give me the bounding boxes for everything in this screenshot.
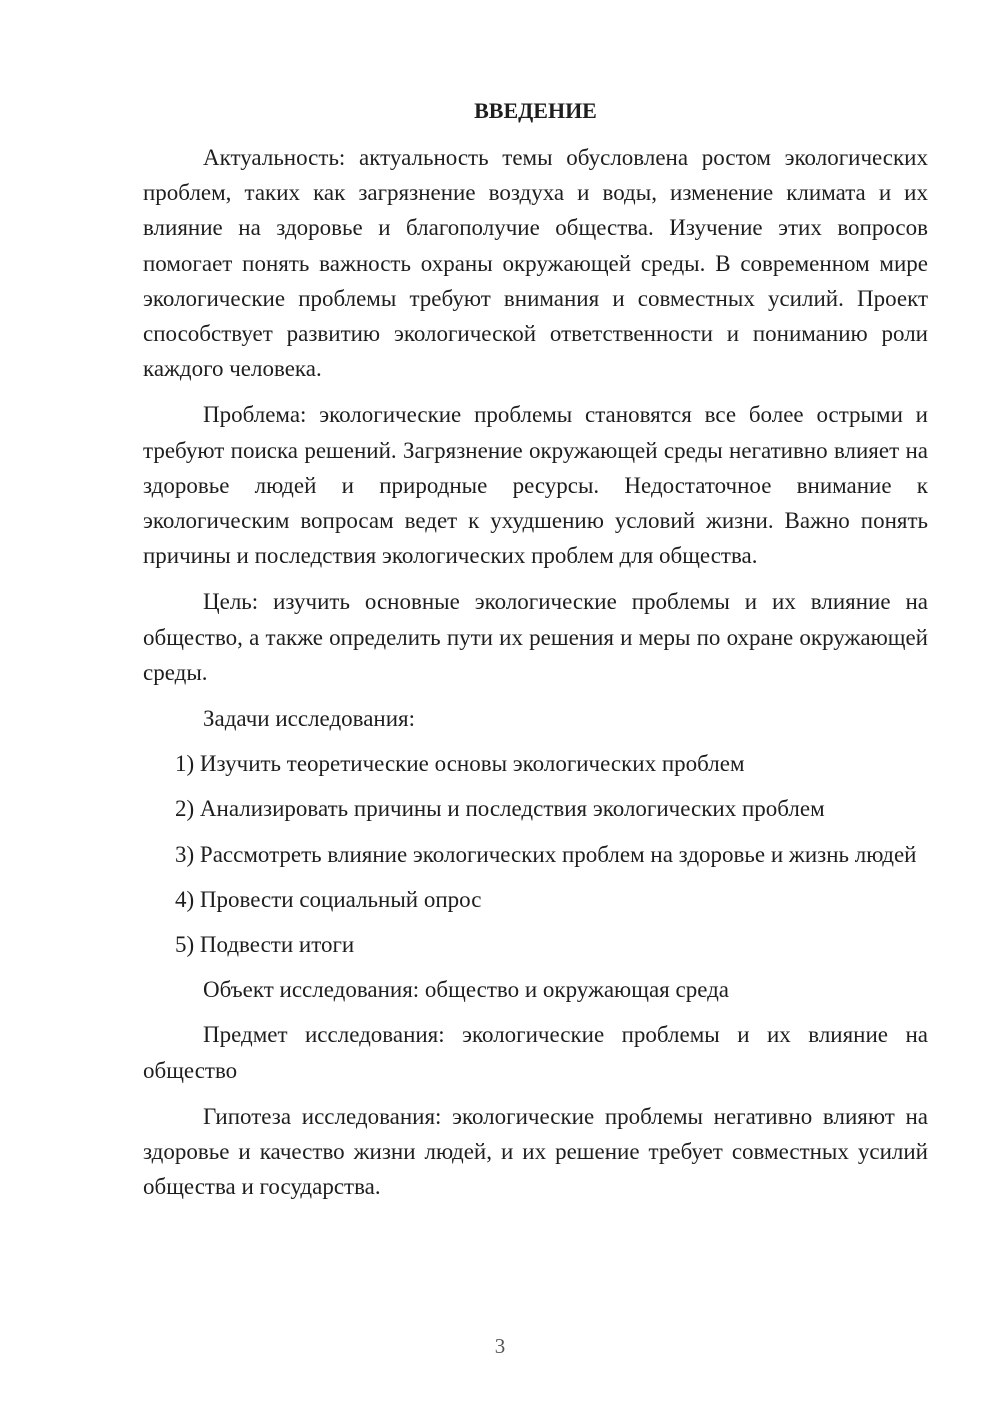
paragraph-hypothesis: Гипотеза исследования: экологические проблемы негативно влияют на здоровье и качество жизни людей, и их решение требует совместных усилий общества и государства.: [143, 1103, 928, 1200]
paragraph-problem: Проблема: экологические проблемы становятся все более острыми и требуют поиска решений. Загрязнение окружающей среды негативно влияет на здоровье людей и природные ресурсы. Недостаточное внимание к экологическим вопросам ведет к ухудшению условий жизни. Важно понять причины и последствия экологических проблем для общества.: [143, 402, 928, 569]
list-item: 3) Рассмотреть влияние экологических проблем на здоровье и жизнь людей: [175, 841, 917, 867]
list-item: 2) Анализировать причины и последствия экологических проблем: [175, 796, 825, 822]
paragraph-object: Объект исследования: общество и окружающая среда: [203, 977, 730, 1003]
paragraph-goal: Цель: изучить основные экологические проблемы и их влияние на общество, а также определить пути их решения и меры по охране окружающей среды.: [143, 589, 928, 685]
paragraph-tasks-heading: Задачи исследования:: [203, 706, 416, 732]
list-item: 5) Подвести итоги: [175, 932, 355, 958]
paragraph-relevance: Актуальность: актуальность темы обусловлена ростом экологических проблем, таких как загрязнение воздуха и воды, изменение климата и их влияние на здоровье и благополучие общества. Изучение этих вопросов помогает понять важность охраны окружающей среды. В современном мире экологические проблемы требуют внимания и совместных усилий. Проект способствует развитию экологической ответственности и пониманию роли каждого человека.: [143, 145, 928, 382]
list-item: 1) Изучить теоретические основы экологических проблем: [175, 751, 745, 777]
page-content: [143, 93, 928, 1215]
tasks-list: [143, 746, 928, 962]
page-number: 3: [494, 1334, 506, 1358]
page-title: ВВЕДЕНИЕ: [474, 98, 597, 123]
list-item: 4) Провести социальный опрос: [175, 886, 482, 912]
paragraph-subject: Предмет исследования: экологические проблемы и их влияние на общество: [143, 1022, 928, 1083]
